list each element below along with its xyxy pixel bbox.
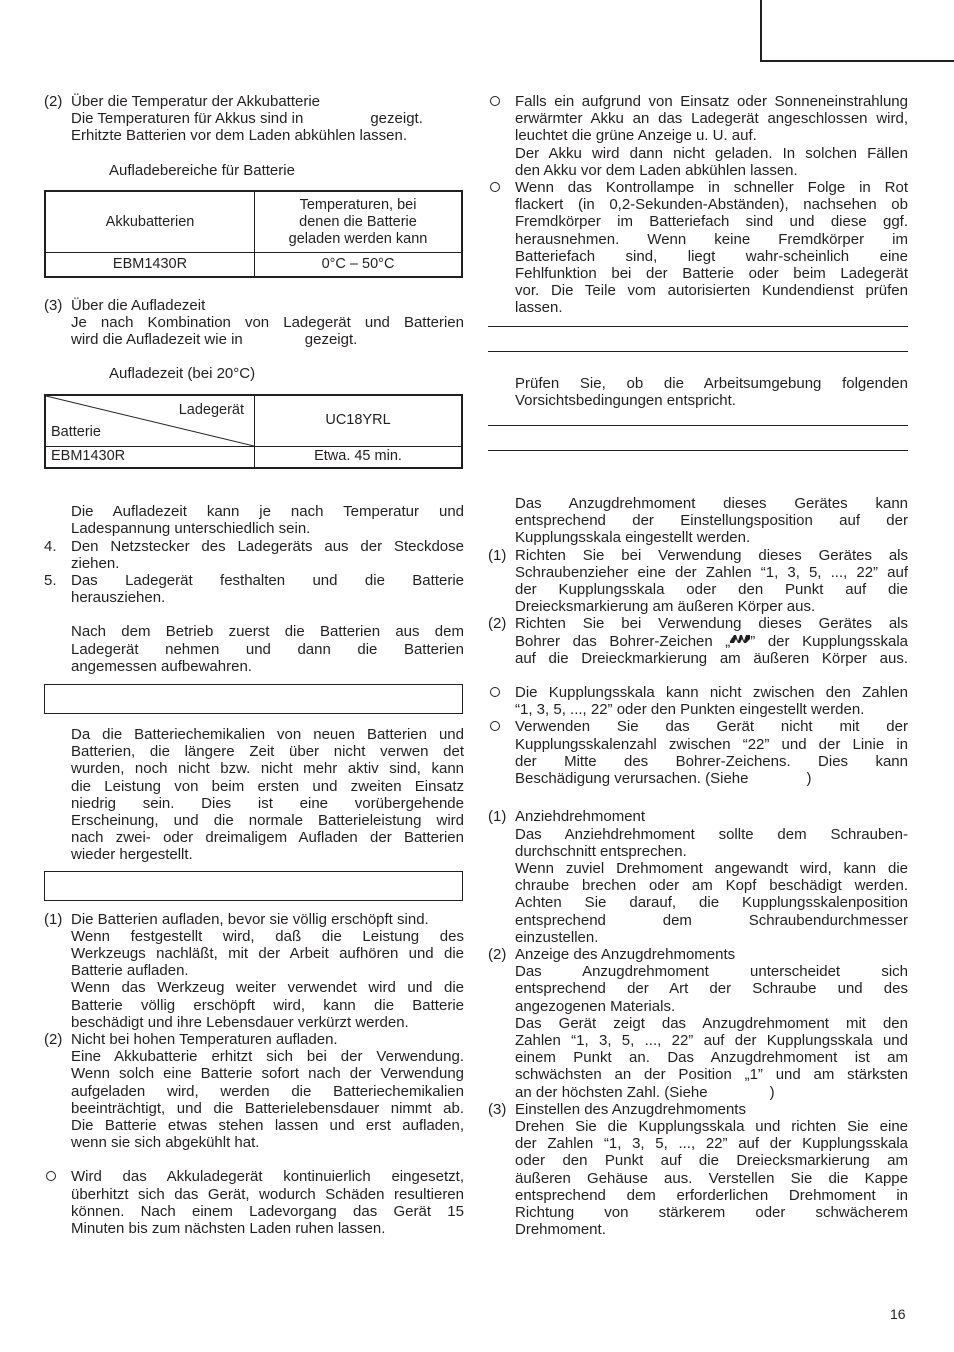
text-line: wird die Aufladezeit wie in gezeigt. [71,331,358,349]
table-caption: Aufladebereiche für Batterie [109,161,295,179]
table-cell: EBM1430R [45,446,255,468]
item-number: (3) [44,296,63,314]
diagonal-label-battery: Batterie [51,423,101,440]
table-cell: EBM1430R [45,253,255,277]
table-cell: Etwa. 45 min. [255,446,463,468]
heading-box [44,684,463,714]
corner-tab [760,0,954,62]
table-header-battery: Akkubatterien [45,191,255,253]
bullet-circle-icon [490,687,500,697]
bullet-circle-icon [490,182,500,192]
bullet-circle-icon [490,96,500,106]
charging-temperature-table [44,190,463,278]
text-line: Erhitzte Batterien vor dem Laden abkühlen lassen. [71,127,408,145]
work-area-check: Prüfen Sie, ob die Arbeitsumgebung folgenden Vorsichtsbedingungen entspricht. [515,374,908,409]
text-line: Beschädigung verursachen. (Siehe ) [515,770,812,788]
text-line: Bohrer das Bohrer-Zeichen „ ” der Kupplungsskala [515,632,908,650]
section-heading: Über die Aufladezeit [71,296,206,314]
table-caption: Aufladezeit (bei 20°C) [109,365,256,383]
text-line: Je nach Kombination von Ladegerät und Batterien [71,314,464,332]
bullet-item: Wenn das Kontrollampe in schneller Folge in Rot flackert (in 0,2-Sekunden-Abständen), nachsehen ob Fremdkörper im Batteriefach sind und diese ggf. herausnehmen. Wenn keine Fremdkörper im Batteriefach sind, liegt wahr-scheinlich eine Fehlfunktion bei der Batterie oder beim Ladegerät vor. Die Teile vom autorisierten Kundendienst prüfen lassen. [488,179,908,317]
heading-box [44,871,463,901]
right-column [488,93,908,1238]
page-number: 16 [890,1306,906,1322]
list-item: (2) Richten Sie bei Verwendung dieses Gerätes als Bohrer das Bohrer-Zeichen „ ” der Kupplungsskala auf die Dreieckmarkierung am äußeren Körper aus. [488,615,908,667]
item-number: (2) [44,93,63,110]
torque-subsection: (1) Anziehdrehmoment Das Anziehdrehmoment sollte dem Schrauben- durchschnitt entsprechen. Wenn zuviel Drehmoment angewandt wird, kann die chraube brechen oder am Kopf beschädigt werden. Achten Sie darauf, die Kupplungsskalenposition entsprechend dem Schraubendurchmesser einzustellen. [488,808,908,946]
table-cell: 0°C – 50°C [255,253,463,277]
subsection-heading: Anziehdrehmoment [515,808,646,826]
note-charging-time: Die Aufladezeit kann je nach Temperatur und Ladespannung unterschiedlich sein. [71,503,464,538]
drill-symbol-icon [730,633,750,645]
text-line: an der höchsten Zahl. (Siehe ) [515,1083,775,1101]
list-item: (2) Nicht bei hohen Temperaturen aufladen. Eine Akkubatterie erhitzt sich bei der Verwendung. Wenn solch eine Batterie sofort nach der Verwendung aufgeladen wird, werden die Batteriechemikalien beeinträchtigt, und die Batterielebensdauer nimmt ab. Die Batterie etwas stehen lassen und erst aufladen, wenn sie sich abgekühlt hat. [44,1031,464,1152]
bullet-item: Wird das Akkuladegerät kontinuierlich eingesetzt, überhitzt sich das Gerät, wodurch Schäden resultieren können. Nach einem Ladevorgang das Gerät 15 Minuten bis zum nächsten Laden ruhen lassen. [44,1168,464,1237]
table-header-temperature: Temperaturen, bei denen die Batterie geladen werden kann [255,191,463,253]
table-diagonal-header [45,395,255,447]
torque-intro: Das Anzugdrehmoment dieses Gerätes kann entsprechend der Einstellungsposition auf der Kupplungsskala eingestellt werden. [515,495,908,547]
new-battery-paragraph: Da die Batteriechemikalien von neuen Batterien und Batterien, die längere Zeit über nicht verwen det wurden, noch nicht bzw. nicht mehr aktiv sind, kann die Leistung von beim ersten und zweiten Einsatz niedrig sein. Dies ist eine vorübergehende Erscheinung, und die normale Batterieleistung wird nach zwei- oder dreimaligem Aufladen der Batterien wieder hergestellt. [71,725,464,864]
bullet-item: Verwenden Sie das Gerät nicht mit der Kupplungsskalenzahl zwischen “22” und der Linie in der Mitte des Bohrer-Zeichens. Dies kann Beschädigung verursachen. (Siehe ) [488,718,908,787]
bullet-circle-icon [490,721,500,731]
bullet-item: Die Kupplungsskala kann nicht zwischen den Zahlen “1, 3, 5, ..., 22” oder den Punkten eingestellt werden. [488,684,908,718]
step-4: 4. Den Netzstecker des Ladegeräts aus der Steckdose ziehen. [44,537,464,572]
charging-time-table [44,394,463,470]
torque-subsection: (3) Einstellen des Anzugdrehmoments Drehen Sie die Kupplungsskala und richten Sie eine der Zahlen “1, 3, 5, ..., 22” auf der Kupplungsskala oder den Punkt auf die Dreiecksmarkierung am äußeren Gehäuse aus. Verstellen Sie die Kappe entsprechend dem erforderlichen Drehmoment in Richtung von stärkerem oder schwächerem Drehmoment. [488,1100,908,1239]
step-5: 5. Das Ladegerät festhalten und die Batterie herausziehen. [44,571,464,607]
bullet-item: Falls ein aufgrund von Einsatz oder Sonneneinstrahlung erwärmter Akku an das Ladegerät angeschlossen wird, leuchtet die grüne Anzeige u. U. auf. Der Akku wird dann nicht geladen. In solchen Fällen den Akku vor dem Laden abkühlen lassen. [488,93,908,179]
subsection-heading: Einstellen des Anzugdrehmoments [515,1100,746,1118]
note-after-use: Nach dem Betrieb zuerst die Batterien aus dem Ladegerät nehmen und dann die Batterien angemessen aufbewahren. [71,623,464,675]
left-column [44,93,464,1237]
torque-subsection: (2) Anzeige des Anzugdrehmoments Das Anzugdrehmoment unterscheidet sich entsprechend der Art der Schraube und des angezogenen Materials. Das Gerät zeigt das Anzugdrehmoment mit den Zahlen “1, 3, 5, ..., 22” auf der Kupplungsskala und einem Punkt an. Das Anzugdrehmoment ist am schwächsten an der Position „1” und am stärksten an der höchsten Zahl. (Siehe ) [488,945,908,1101]
bullet-circle-icon [46,1171,56,1181]
charging-time-section [44,297,464,349]
list-item: (1) Richten Sie bei Verwendung dieses Gerätes als Schraubenzieher eine der Zahlen “1, 3, 5, ..., 22” auf der Kupplungsskala oder den Punkt auf die Dreiecksmarkierung am äußeren Körper aus. [488,546,908,616]
temperature-section [44,93,464,145]
diagonal-label-charger: Ladegerät [178,401,244,418]
subsection-heading: Anzeige des Anzugdrehmoments [515,945,736,963]
section-heading: Über die Temperatur der Akkubatterie [71,93,321,110]
list-item: (1) Die Batterien aufladen, bevor sie völlig erschöpft sind. Wenn festgestellt wird, daß die Leistung des Werkzeugs nachläßt, mit der Arbeit aufhören und die Batterie aufladen. Wenn das Werkzeug weiter verwendet wird und die Batterie völlig erschöpft wird, kann die Batterie beschädigt und ihre Lebensdauer verkürzt werden. [44,910,464,1031]
table-header-charger: UC18YRL [255,395,463,447]
text-line: Die Temperaturen für Akkus sind in gezeigt. [71,110,423,128]
